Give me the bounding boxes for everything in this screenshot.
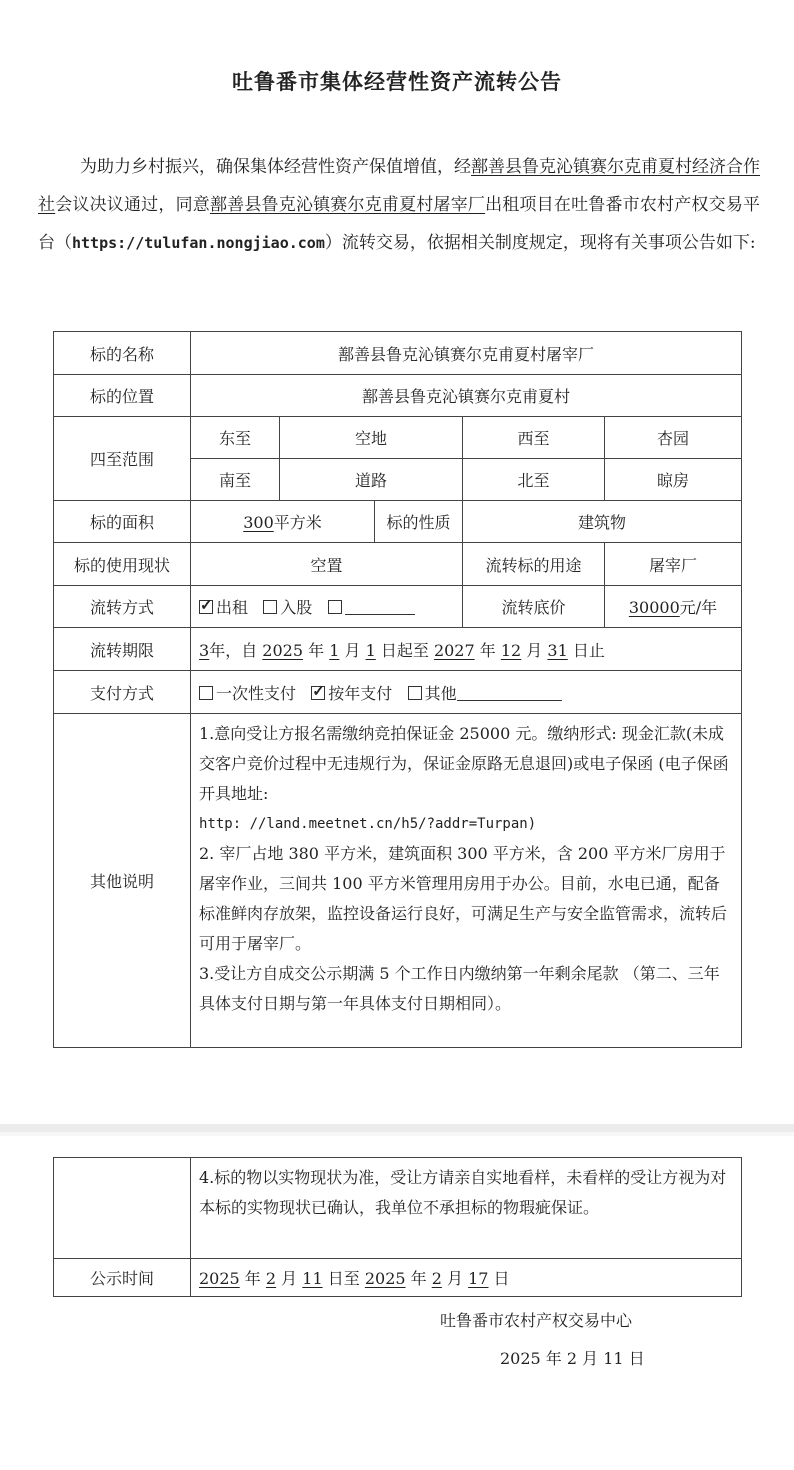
term-text-2: 年 [303,640,330,660]
use-value: 屠宰厂 [605,543,742,586]
notice-start-day: 11 [302,1269,323,1288]
note-3: 3.受让方自成交公示期满 5 个工作日内缴纳第一年剩余尾款 （第二、三年具体支付日期与第一年具体支付日期相同）。 [199,964,720,1013]
row-name [54,332,742,375]
note-1-url: http: //land.meetnet.cn/h5/?addr=Turpan) [199,816,537,832]
term-text-7: 日止 [567,640,605,660]
status-value: 空置 [191,543,463,586]
page-title: 吐鲁番市集体经营性资产流转公告 [232,70,562,94]
area-value [191,501,375,543]
pay-once: 一次性支付 [216,683,297,703]
intro-text-4: ）流转交易，依据相关制度规定，现将有关事项公告如下: [324,233,756,253]
price-label: 流转底价 [463,586,605,628]
continuation-table [53,1157,742,1297]
intro-paragraph [38,148,760,262]
row-status [54,543,742,586]
location-label: 标的位置 [54,375,191,417]
checkbox-other-method-icon[interactable] [328,600,342,614]
west-value: 杏园 [605,417,742,459]
row-note-4 [54,1158,742,1259]
south-value: 道路 [280,459,463,501]
north-label: 北至 [463,459,605,501]
intro-text-3: 出租项目在吐鲁番市农村产权交易平台（ [38,195,761,253]
pay-other-blank [457,686,562,701]
asset-table [53,331,742,1048]
pay-other: 其他 [424,683,457,703]
price-value [605,586,742,628]
row-notice-time [54,1259,742,1297]
notice-text-2: 月 [276,1269,303,1288]
notice-text-4: 年 [405,1269,432,1288]
term-end-month: 12 [500,640,522,660]
page-separator-shadow [0,1132,794,1136]
location-value: 鄯善县鲁克沁镇赛尔克甫夏村 [191,375,742,417]
term-years: 3 [199,640,210,660]
method-label: 流转方式 [54,586,191,628]
west-label: 西至 [463,417,605,459]
method-other-blank [345,600,415,615]
east-value: 空地 [280,417,463,459]
row-term [54,628,742,671]
payment-options [191,671,742,714]
note-4-label-empty [54,1158,191,1259]
checkbox-pay-other-icon[interactable] [408,686,422,700]
notice-text-1: 年 [239,1269,266,1288]
area-label: 标的面积 [54,501,191,543]
term-label: 流转期限 [54,628,191,671]
price-number: 30000 [628,598,680,617]
row-method [54,586,742,628]
term-end-day: 31 [547,640,568,660]
checkbox-pay-yearly-checked-icon[interactable] [311,686,325,700]
notice-end-year: 2025 [364,1269,406,1288]
row-payment [54,671,742,714]
nature-label: 标的性质 [375,501,463,543]
row-area [54,501,742,543]
term-end-year: 2027 [433,640,475,660]
notice-text-3: 日至 [322,1269,365,1288]
south-label: 南至 [191,459,280,501]
area-number: 300 [243,513,274,532]
method-share: 入股 [280,598,313,617]
row-location [54,375,742,417]
nature-value: 建筑物 [463,501,742,543]
notice-end-month: 2 [431,1269,442,1288]
row-notes [54,714,742,1048]
notice-end-day: 17 [468,1269,489,1288]
notes-label: 其他说明 [54,714,191,1048]
notice-text-6: 日 [488,1269,510,1288]
checkbox-rent-checked-icon[interactable] [199,600,213,614]
checkbox-share-icon[interactable] [263,600,277,614]
notice-start-year: 2025 [199,1269,240,1288]
intro-text-1: 为助力乡村振兴，确保集体经营性资产保值增值，经 [80,157,471,177]
method-options [191,586,463,628]
term-text-3: 月 [339,640,366,660]
term-start-day: 1 [365,640,376,660]
status-label: 标的使用现状 [54,543,191,586]
notice-text-5: 月 [441,1269,469,1288]
area-unit: 平方米 [273,513,322,532]
sign-date: 2025 年 2 月 11 日 [500,1349,645,1368]
term-start-month: 1 [329,640,340,660]
term-value [191,628,742,671]
platform-link[interactable]: https://tulufan.nongjiao.com [72,234,325,252]
note-1: 1.意向受让方报名需缴纳竞拍保证金 25000 元。缴纳形式: 现金汇款(未成交客户竞价过程中无违规行为，保证金原路无息退回)或电子保函 (电子保函开具地址: [199,724,729,803]
term-text-1: 年，自 [209,640,263,660]
notice-label: 公示时间 [54,1259,191,1297]
notice-start-month: 2 [265,1269,277,1288]
name-value: 鄯善县鲁克沁镇赛尔克甫夏村屠宰厂 [191,332,742,375]
term-text-6: 月 [521,640,548,660]
term-text-4: 日起至 [375,640,434,660]
payment-label: 支付方式 [54,671,191,714]
method-rent: 出租 [216,598,249,617]
signer: 吐鲁番市农村产权交易中心 [440,1311,633,1330]
note-2: 2. 宰厂占地 380 平方米，建筑面积 300 平方米，含 200 平方米厂房用于屠宰作业，三间共 100 平方米管理用房用于办公。目前，水电已通，配备标准鲜肉存放架，监控设备运行良好，可满足生产与安全监管需求，流转后可用于屠宰厂。 [199,844,728,953]
north-value: 晾房 [605,459,742,501]
name-label: 标的名称 [54,332,191,375]
pay-yearly: 按年支付 [328,683,393,703]
east-label: 东至 [191,417,280,459]
checkbox-pay-once-icon[interactable] [199,686,213,700]
intro-org: 鄯善县鲁克沁镇赛尔克甫夏村经济合作社 [38,157,760,215]
page-separator [0,1124,794,1132]
notes-content [191,714,742,1048]
intro-project: 鄯善县鲁克沁镇赛尔克甫夏村屠宰厂 [209,195,486,215]
term-start-year: 2025 [262,640,303,660]
row-boundary-1 [54,417,742,459]
price-unit: 元/年 [679,598,718,617]
intro-text-2: 会议决议通过，同意 [55,195,210,215]
use-label: 流转标的用途 [463,543,605,586]
notice-value [191,1259,742,1297]
term-text-5: 年 [474,640,501,660]
note-4: 4.标的物以实物现状为准，受让方请亲自实地看样，未看样的受让方视为对本标的实物现状已确认，我单位不承担标的物瑕疵保证。 [191,1158,742,1259]
boundary-label: 四至范围 [54,417,191,501]
